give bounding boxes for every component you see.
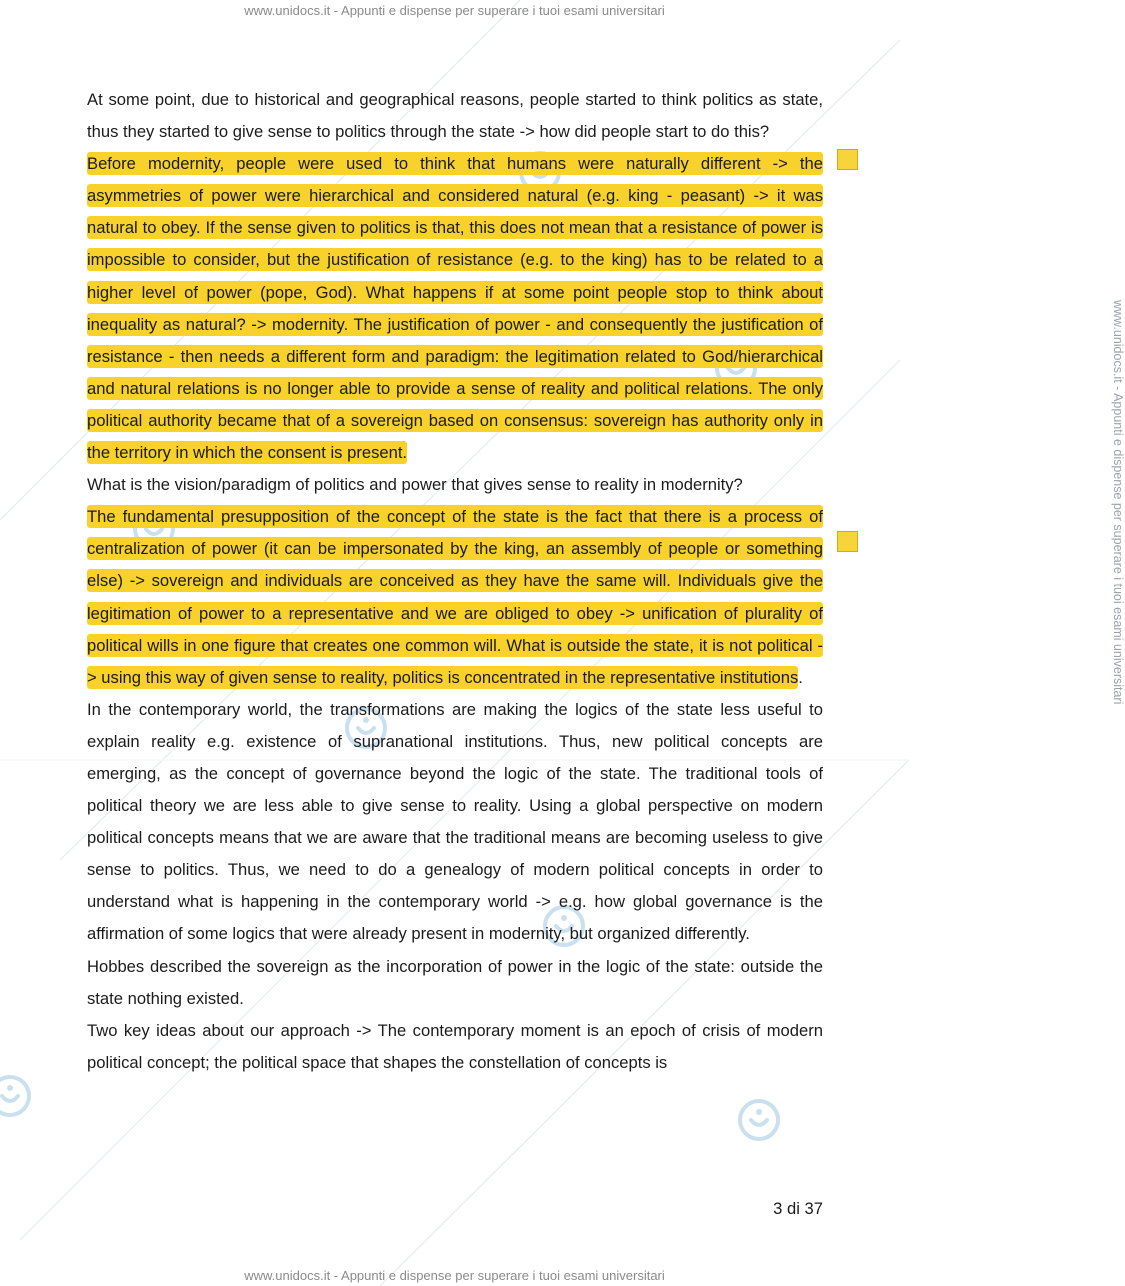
document-body <box>87 84 823 1079</box>
header-watermark: www.unidocs.it - Appunti e dispense per superare i tuoi esami universitari <box>244 3 665 18</box>
paragraph-end: . <box>798 667 803 687</box>
page-number: 3 di 37 <box>773 1199 823 1218</box>
highlight[interactable]: The fundamental presupposition of the concept of the state is the fact that there is a process of centralization of power (it can be impersonated by the king, an assembly of people or something else) -> sovereign and individuals are conceived as they have the same will. Individuals give the legitimation of power to a representative and we are obliged to obey -> unification of plurality of political wills in one figure that creates one common will. What is outside the state, it is not political -> using this way of given sense to reality, politics is concentrated in the representative institutions <box>87 507 823 687</box>
paragraph: Hobbes described the sovereign as the incorporation of power in the logic of the state: outside the state nothing existed. <box>87 956 823 1008</box>
highlight[interactable]: Before modernity, people were used to think that humans were naturally different -> the asymmetries of power were hierarchical and considered natural (e.g. king - peasant) -> it was natural to obey. If the sense given to politics is that, this does not mean that a resistance of power is impossible to consider, but the justification of resistance (e.g. to the king) has to be related to a higher level of power (pope, God). What happens if at some point people stop to think about inequality as natural? -> modernity. The justification of power - and consequently the justification of resistance - then needs a different form and paradigm: the legitimation related to God/hierarchical and natural relations is no longer able to provide a sense of reality and political relations. The only political authority became that of a sovereign based on consensus: sovereign has authority only in the territory in which the consent is present. <box>87 154 823 463</box>
paragraph: Two key ideas about our approach -> The contemporary moment is an epoch of crisis of modern political concept; the political space that shapes the constellation of concepts is <box>87 1020 823 1072</box>
side-watermark-right: www.unidocs.it - Appunti e dispense per superare i tuoi esami universitari <box>1111 300 1125 705</box>
unidocs-logo-icon <box>0 1072 34 1120</box>
sticky-note-icon[interactable] <box>837 149 858 170</box>
paragraph: In the contemporary world, the transformations are making the logics of the state less useful to explain reality e.g. existence of supranational institutions. Thus, new political concepts are emerging, as the concept of governance beyond the logic of the state. The traditional tools of political theory we are less able to give sense to reality. Using a global perspective on modern political concepts means that we are aware that the traditional means are becoming useless to give sense to politics. Thus, we need to do a genealogy of modern political concepts in order to understand what is happening in the contemporary world -> e.g. how global governance is the affirmation of some logics that were already present in modernity, but organized differently. <box>87 699 823 944</box>
footer-watermark: www.unidocs.it - Appunti e dispense per superare i tuoi esami universitari <box>244 1268 665 1283</box>
highlighted-paragraph <box>87 148 823 469</box>
highlighted-paragraph <box>87 501 823 694</box>
paragraph: What is the vision/paradigm of politics and power that gives sense to reality in modernity? <box>87 475 743 495</box>
paragraph: At some point, due to historical and geographical reasons, people started to think politics as state, thus they started to give sense to politics through the state -> how did people start to do this? <box>87 90 823 142</box>
sticky-note-icon[interactable] <box>837 531 858 552</box>
unidocs-logo-icon <box>735 1096 783 1144</box>
